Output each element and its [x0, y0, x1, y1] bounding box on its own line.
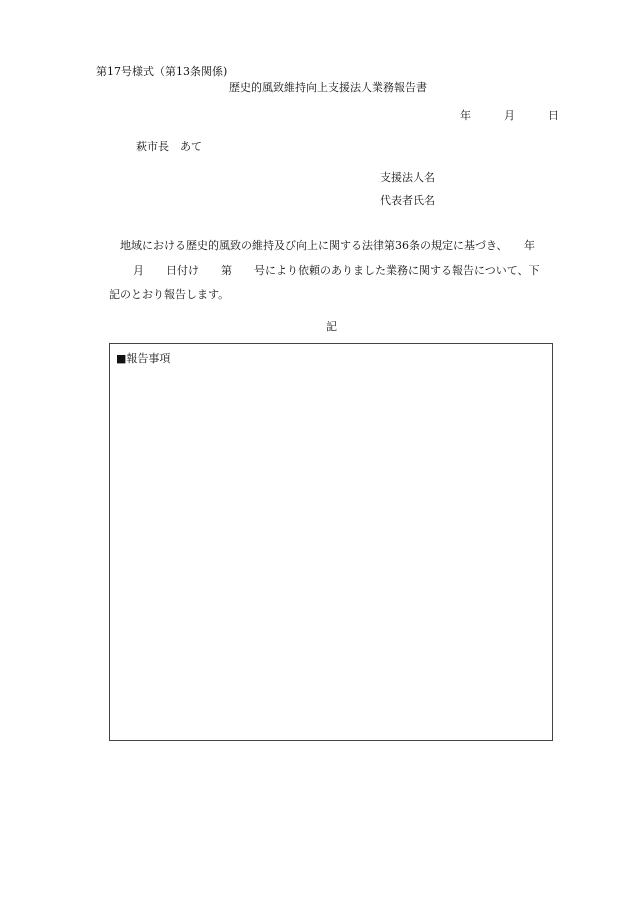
addressee: 萩市長 あて	[136, 140, 202, 153]
date-month: 月	[504, 109, 515, 122]
document-title: 歴史的風致維持向上支援法人業務報告書	[229, 81, 427, 94]
report-items-label: ■報告事項	[116, 352, 171, 365]
body-text-line-3: 記のとおり報告します。	[109, 288, 230, 301]
body-text-line-1: 地域における歴史的風致の維持及び向上に関する法律第36条の規定に基づき、 年	[120, 239, 536, 252]
form-number: 第17号様式（第13条関係)	[96, 65, 228, 78]
date-year: 年	[460, 109, 471, 122]
body-text-line-2: 月 日付け 第 号により依頼のありました業務に関する報告について、下	[133, 264, 540, 277]
corporation-name-label: 支援法人名	[380, 171, 435, 184]
date-day: 日	[548, 109, 559, 122]
representative-label: 代表者氏名	[380, 194, 435, 207]
report-items-box	[109, 343, 553, 741]
date-line	[460, 110, 559, 121]
ki-heading: 記	[326, 320, 337, 333]
